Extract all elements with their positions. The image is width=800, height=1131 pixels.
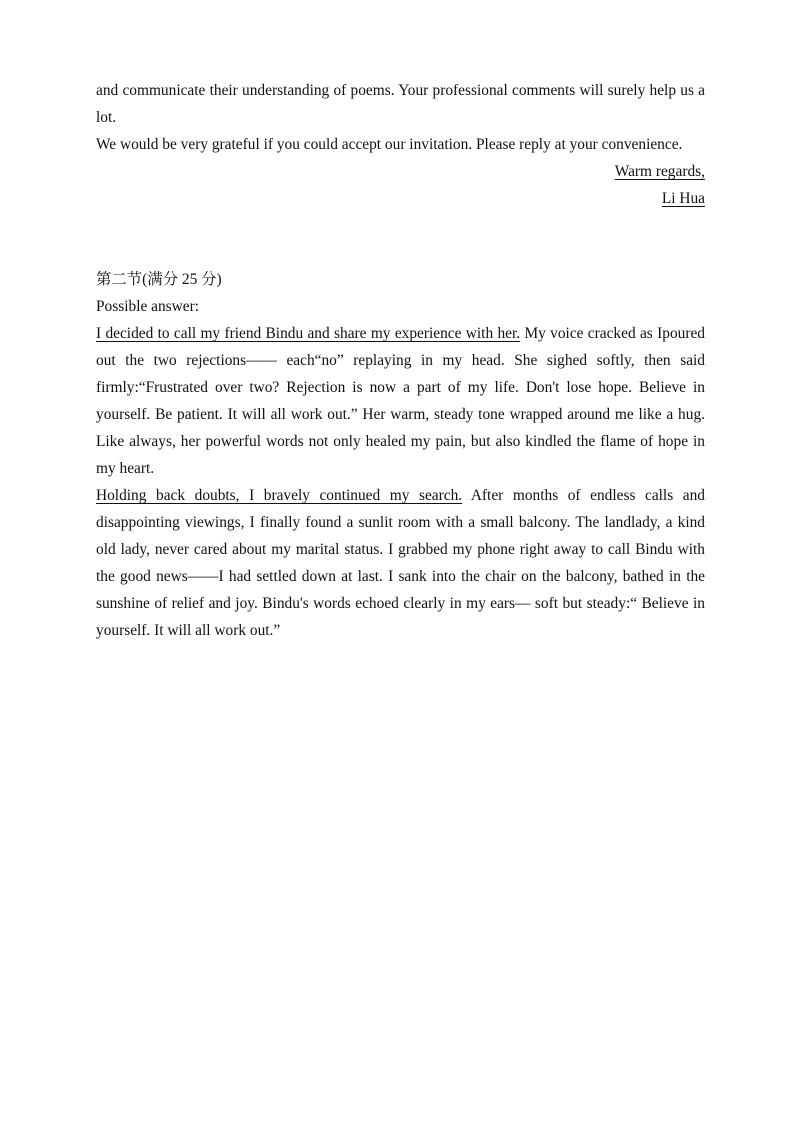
paragraph-2-body: After months of endless calls and disappointing viewings, I finally found a sunlit room with a small balcony. The landlady, a kind old lady, never cared about my marital status. I grabbed my phone right away to call Bindu with the good news——I had settled down at last. I sank into the chair on the balcony, bathed in the sunshine of relief and joy. Bindu's words echoed clearly in my ears— soft but steady:“ Believe in yourself. It will all work out.” xyxy=(96,487,705,639)
possible-answer-label: Possible answer: xyxy=(96,298,200,315)
signature-text: Li Hua xyxy=(661,190,705,207)
section-spacer xyxy=(96,212,705,266)
answer-paragraph-2 xyxy=(96,482,705,644)
page-content xyxy=(96,77,705,644)
letter-signature xyxy=(96,185,705,212)
answer-paragraph-1 xyxy=(96,320,705,482)
paragraph-1-body: My voice cracked as Ipoured out the two rejections—— each“no” replaying in my head. She sighed softly, then said firmly:“Frustrated over two? Rejection is now a part of my life. Don't lose hope. Believe in yourself. Be patient. It will all work out.” Her warm, steady tone wrapped around me like a hug. Like always, her powerful words not only healed my pain, but also kindled the flame of hope in my heart. xyxy=(96,325,705,477)
letter-closing-paragraph: We would be very grateful if you could accept our invitation. Please reply at your convenience. xyxy=(96,136,683,153)
section-heading: 第二节(满分 25 分) xyxy=(96,271,222,288)
closing-text: Warm regards, xyxy=(614,163,705,180)
paragraph-1-opening-sentence: I decided to call my friend Bindu and share my experience with her. xyxy=(96,325,521,342)
letter-body-paragraph: and communicate their understanding of poems. Your professional comments will surely help us a lot. xyxy=(96,82,705,126)
paragraph-2-opening-sentence: Holding back doubts, I bravely continued my search. xyxy=(96,487,463,504)
letter-closing xyxy=(96,158,705,185)
